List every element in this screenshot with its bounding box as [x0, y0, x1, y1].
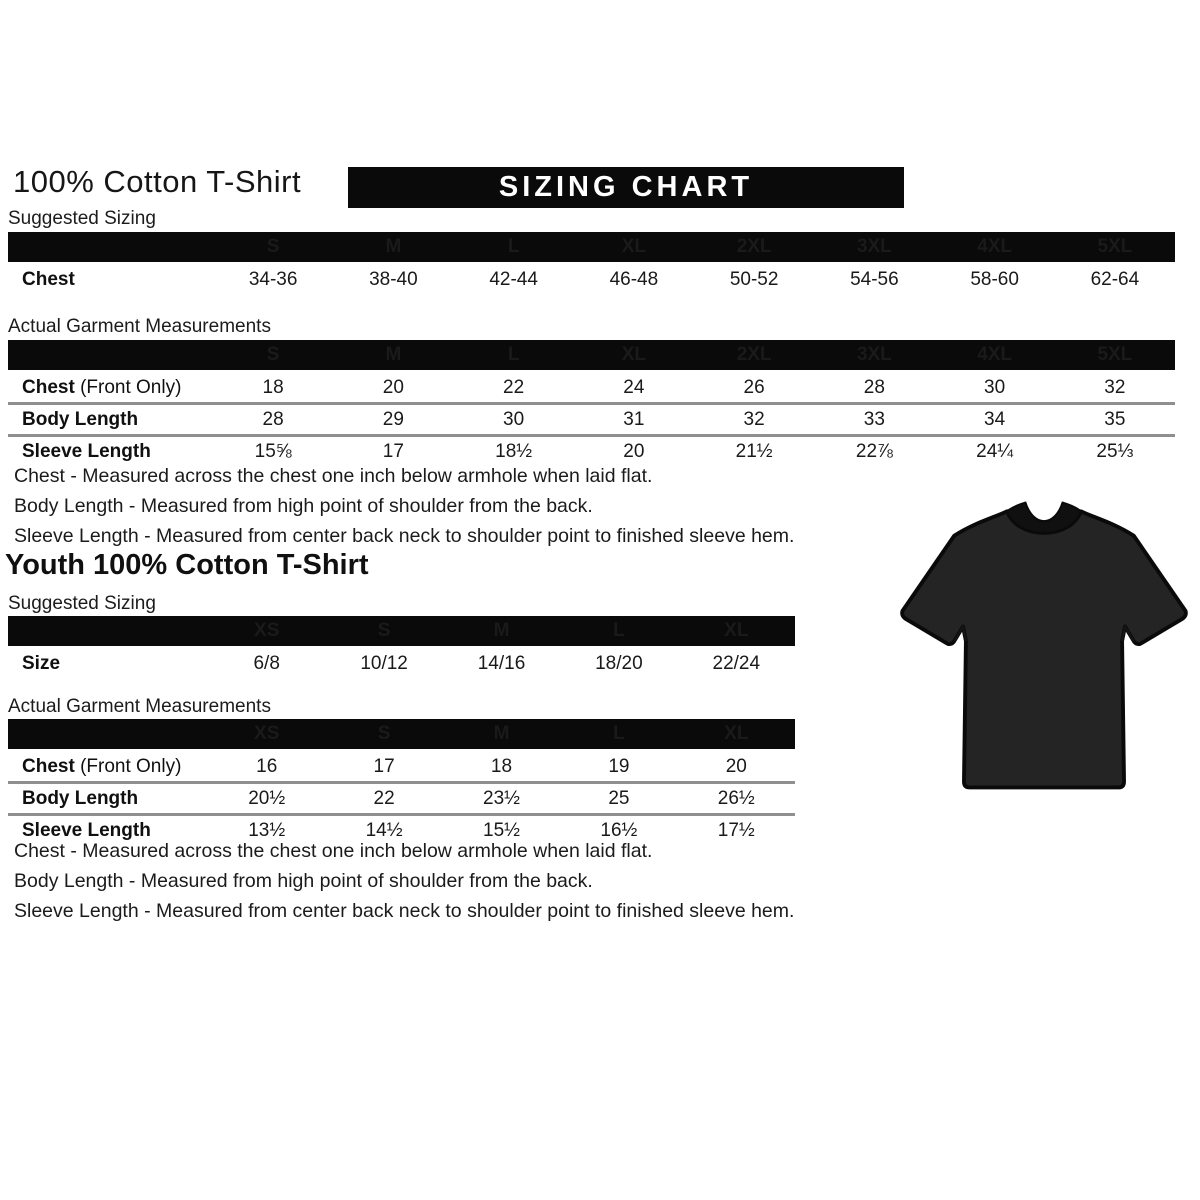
row-label [8, 441, 213, 463]
column-header-xl: XL [621, 344, 647, 365]
column-header-xl: XL [724, 620, 749, 641]
measurement-value: 6/8 [253, 652, 280, 674]
column-header-xl: XL [724, 723, 749, 744]
measurement-value: 22 [503, 376, 525, 398]
column-header-m: M [493, 723, 510, 744]
measurement-value: 23½ [483, 787, 520, 809]
youth-suggested-sizing-label: Suggested Sizing [8, 593, 156, 614]
column-header-l: L [613, 620, 625, 641]
measurement-value: 58-60 [970, 268, 1019, 290]
table-row [8, 265, 1175, 294]
measurement-value: 33 [863, 408, 885, 430]
column-header-m: M [385, 344, 402, 365]
column-header-xs: XS [254, 723, 280, 744]
note-line: Sleeve Length - Measured from center back neck to shoulder point to finished sleeve hem. [14, 525, 795, 547]
sizing-chart-banner-label: SIZING CHART [498, 171, 754, 203]
adult-actual-measurements-table [8, 340, 1175, 466]
column-header-xs: XS [254, 620, 280, 641]
row-label [8, 409, 213, 431]
measurement-value: 14/16 [477, 652, 526, 674]
measurement-value: 31 [623, 408, 645, 430]
measurement-value: 10/12 [360, 652, 408, 674]
measurement-value: 28 [262, 408, 284, 430]
column-header-3xl: 3XL [856, 236, 892, 257]
measurement-value: 32 [1104, 376, 1126, 398]
row-label-note: (Front Only) [74, 376, 182, 398]
measurement-value: 26 [743, 376, 765, 398]
column-header-2xl: 2XL [736, 344, 772, 365]
column-header-5xl: 5XL [1097, 344, 1133, 365]
measurement-value: 50-52 [729, 268, 779, 290]
measurement-value: 21½ [735, 440, 773, 462]
column-header-2xl: 2XL [736, 236, 772, 257]
measurement-value: 25⅓ [1096, 440, 1134, 462]
measurement-value: 32 [743, 408, 765, 430]
measurement-value: 13½ [248, 819, 286, 841]
measurement-value: 24¼ [976, 440, 1014, 462]
measurement-value: 38-40 [369, 268, 418, 290]
adult-suggested-sizing-table [8, 232, 1175, 294]
measurement-value: 20 [382, 376, 404, 398]
row-label [8, 788, 208, 810]
adult-suggested-sizing-label: Suggested Sizing [8, 208, 156, 229]
table-row [8, 649, 795, 678]
measurement-value: 30 [503, 408, 525, 430]
row-label [8, 756, 208, 778]
sizing-chart-banner [348, 167, 904, 208]
table-header-row [8, 340, 1175, 370]
column-header-4xl: 4XL [977, 236, 1013, 257]
measurement-value: 25 [608, 787, 630, 809]
measurement-value: 19 [608, 755, 630, 777]
measurement-value: 46-48 [609, 268, 659, 290]
youth-measurement-notes [14, 836, 794, 926]
row-label [8, 269, 213, 291]
table-header-row [8, 719, 795, 749]
row-label-main: Chest [22, 376, 75, 398]
measurement-value: 29 [382, 408, 404, 430]
measurement-value: 20½ [248, 787, 286, 809]
measurement-value: 30 [984, 376, 1006, 398]
row-label-main: Body Length [22, 408, 139, 430]
row-label-main: Chest [22, 268, 75, 290]
measurement-value: 35 [1104, 408, 1126, 430]
column-header-xl: XL [621, 236, 647, 257]
note-line: Sleeve Length - Measured from center back neck to shoulder point to finished sleeve hem. [14, 900, 795, 922]
table-header-row [8, 232, 1175, 262]
measurement-value: 20 [623, 440, 645, 462]
youth-actual-measurements-table [8, 719, 795, 845]
row-label [8, 377, 213, 399]
column-header-s: S [377, 620, 391, 641]
measurement-value: 62-64 [1090, 268, 1140, 290]
column-header-s: S [377, 723, 391, 744]
measurement-value: 42-44 [489, 268, 538, 290]
tshirt-image [897, 485, 1191, 807]
table-row [8, 373, 1175, 402]
column-header-s: S [266, 236, 280, 257]
table-body [8, 373, 1175, 466]
youth-actual-measurements-label: Actual Garment Measurements [8, 696, 271, 717]
measurement-value: 18½ [495, 440, 533, 462]
measurement-value: 17 [373, 755, 395, 777]
adult-actual-measurements-label: Actual Garment Measurements [8, 316, 271, 337]
column-header-s: S [266, 344, 280, 365]
measurement-value: 14½ [365, 819, 403, 841]
note-line: Body Length - Measured from high point of shoulder from the back. [14, 495, 593, 517]
measurement-value: 15⅝ [254, 440, 292, 462]
measurement-value: 34 [984, 408, 1006, 430]
note-line: Body Length - Measured from high point of shoulder from the back. [14, 870, 593, 892]
measurement-value: 16 [256, 755, 278, 777]
table-header-row [8, 616, 795, 646]
column-header-l: L [613, 723, 625, 744]
measurement-value: 16½ [600, 819, 638, 841]
row-label-note: (Front Only) [74, 755, 182, 777]
measurement-value: 22 [373, 787, 395, 809]
column-header-l: L [507, 236, 520, 257]
measurement-value: 26½ [717, 787, 755, 809]
column-header-4xl: 4XL [977, 344, 1013, 365]
measurement-value: 54-56 [850, 268, 899, 290]
measurement-value: 15½ [483, 819, 520, 841]
row-label-main: Size [22, 652, 61, 674]
table-body [8, 752, 795, 845]
table-row [8, 781, 795, 813]
measurement-value: 17½ [717, 819, 755, 841]
measurement-value: 20 [725, 755, 747, 777]
adult-measurement-notes [14, 461, 794, 551]
measurement-value: 28 [863, 376, 885, 398]
measurement-value: 18 [490, 755, 513, 777]
measurement-value: 22/24 [712, 652, 761, 674]
youth-title: Youth 100% Cotton T-Shirt [5, 549, 369, 581]
measurement-value: 34-36 [248, 268, 298, 290]
note-line: Chest - Measured across the chest one inch below armhole when laid flat. [14, 465, 653, 487]
row-label-main: Sleeve Length [22, 819, 151, 841]
column-header-3xl: 3XL [856, 344, 892, 365]
measurement-value: 24 [623, 376, 645, 398]
column-header-l: L [507, 344, 520, 365]
measurement-value: 18 [262, 376, 284, 398]
table-body [8, 265, 1175, 294]
column-header-m: M [385, 236, 402, 257]
note-line: Chest - Measured across the chest one inch below armhole when laid flat. [14, 840, 653, 862]
measurement-value: 17 [382, 440, 404, 462]
measurement-value: 18/20 [595, 652, 643, 674]
row-label-main: Sleeve Length [22, 440, 151, 462]
page-title: 100% Cotton T-Shirt [13, 164, 302, 199]
column-header-m: M [493, 620, 510, 641]
row-label [8, 653, 208, 675]
measurement-value: 22⅞ [855, 440, 893, 462]
table-row [8, 752, 795, 781]
table-body [8, 649, 795, 678]
row-label-main: Body Length [22, 787, 139, 809]
tshirt-graphic [897, 485, 1191, 807]
column-header-5xl: 5XL [1097, 236, 1133, 257]
youth-suggested-sizing-table [8, 616, 795, 678]
row-label-main: Chest [22, 755, 75, 777]
table-row [8, 402, 1175, 434]
